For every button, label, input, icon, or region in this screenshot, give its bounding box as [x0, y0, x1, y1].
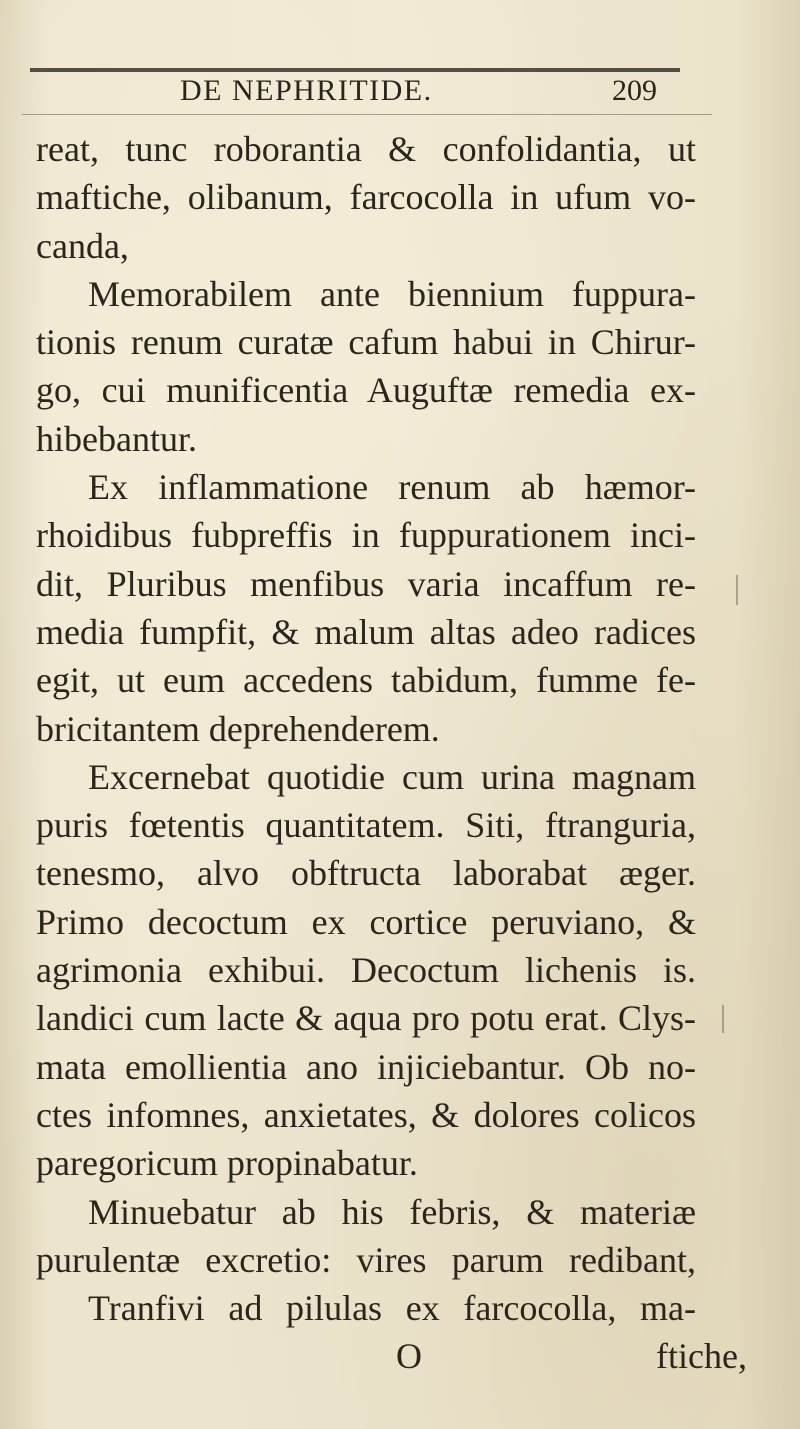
text-line: reat, tunc roborantia & confolidantia, ut — [36, 129, 696, 169]
text-line: mata emollientia ano injiciebantur. Ob no- — [36, 1046, 696, 1087]
text-line: go, cui munificentia Auguftæ remedia ex- — [36, 370, 696, 411]
text-line: tionis renum curatæ cafum habui in Chirur- — [36, 322, 696, 363]
text-line: puris fœtentis quantitatem. Siti, ftranguria, — [36, 805, 696, 846]
text-line: bricitantem deprehenderem. — [36, 708, 440, 749]
catchword: ftiche, — [656, 1336, 747, 1377]
text-line: media fumpfit, & malum altas adeo radices — [36, 611, 696, 652]
running-head: DE NEPHRITIDE. — [180, 74, 433, 107]
text-line: ctes infomnes, anxietates, & dolores colicos — [36, 1094, 696, 1135]
margin-stroke — [736, 575, 738, 605]
text-line: dit, Pluribus menfibus varia incaffum re- — [36, 563, 696, 604]
header-underline — [22, 114, 712, 115]
text-line: rhoidibus fubpreffis in fuppurationem inci- — [36, 515, 696, 556]
body-text — [36, 125, 747, 1381]
text-line: maftiche, olibanum, farcocolla in ufum vo- — [36, 177, 696, 218]
signature-line — [36, 1332, 747, 1380]
text-line: tenesmo, alvo obftructa laborabat æger. — [36, 853, 696, 894]
text-line: Excernebat quotidie cum urina magnam — [88, 756, 696, 797]
text-line: hibebantur. — [36, 418, 197, 459]
text-line: landici cum lacte & aqua pro potu erat. Clys- — [36, 998, 696, 1039]
text-line: Memorabilem ante biennium fuppura- — [88, 273, 696, 314]
text-line: Minuebatur ab his febris, & materiæ — [88, 1191, 696, 1232]
text-line: egit, ut eum accedens tabidum, fumme fe- — [36, 660, 696, 701]
text-line: Ex inflammatione renum ab hæmor- — [88, 467, 696, 508]
text-line: Primo decoctum ex cortice peruviano, & — [36, 901, 696, 942]
text-line: agrimonia exhibui. Decoctum lichenis is. — [36, 950, 696, 991]
signature-mark: O — [396, 1336, 422, 1377]
page-number: 209 — [612, 74, 657, 107]
text-line: paregoricum propinabatur. — [36, 1143, 418, 1184]
text-line: purulentæ excretio: vires parum redibant, — [36, 1239, 696, 1280]
margin-stroke — [722, 1005, 724, 1033]
text-line: Tranfivi ad pilulas ex farcocolla, ma- — [88, 1288, 696, 1329]
text-line: canda, — [36, 225, 129, 266]
header-rule — [30, 68, 680, 72]
